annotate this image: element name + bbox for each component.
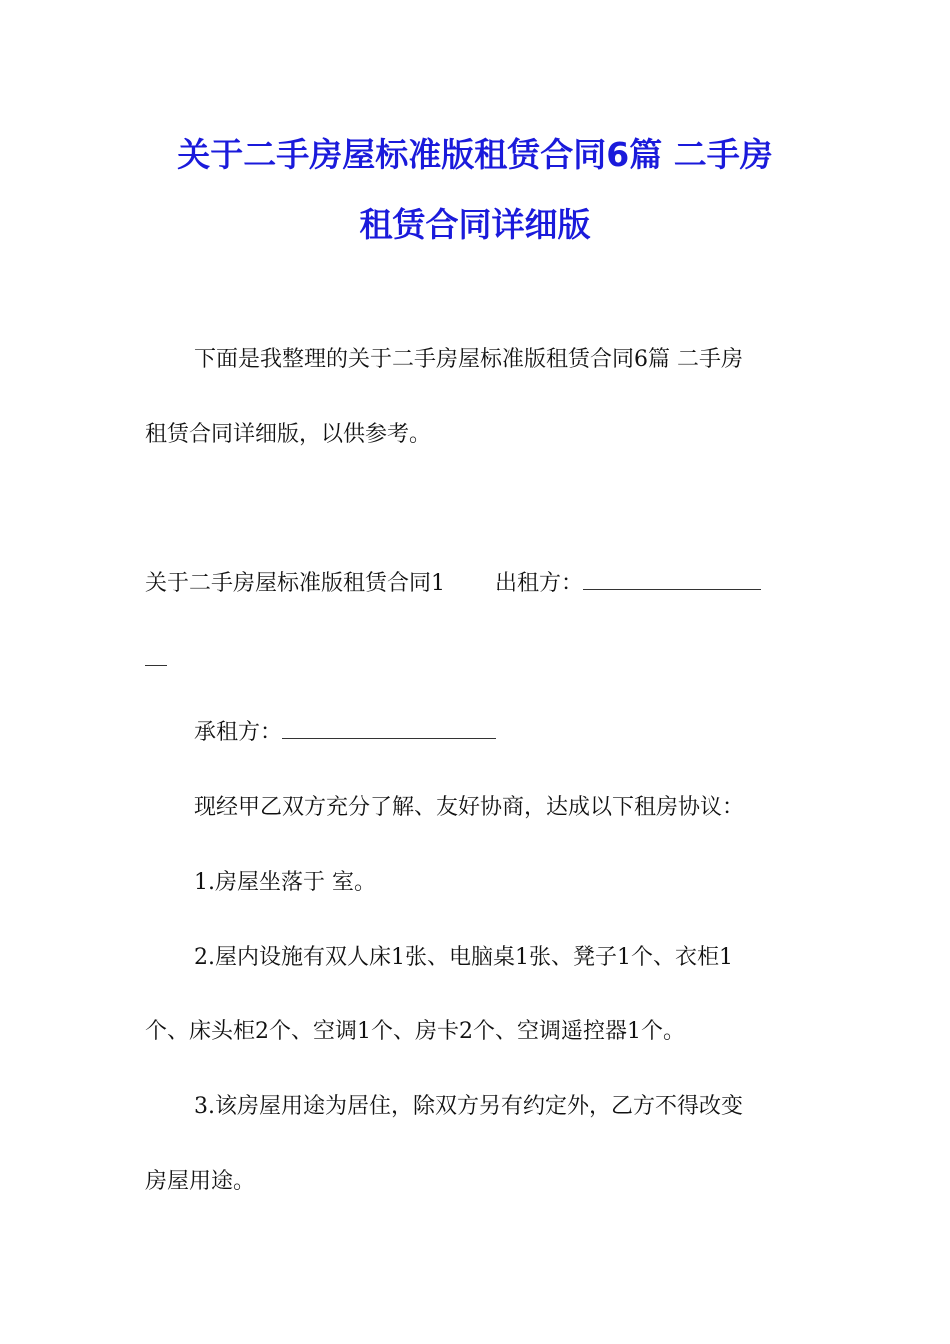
intro-line-2: 租赁合同详细版，以供参考。 (145, 422, 432, 447)
lessor-blank (583, 569, 761, 590)
clause-2-line-2: 个、床头柜2个、空调1个、房卡2个、空调遥控器1个。 (145, 1019, 685, 1044)
clause-3-line-2: 房屋用途。 (145, 1169, 256, 1194)
tenant-row (194, 718, 496, 748)
lessor-label: 出租方： (495, 571, 584, 596)
document-title-line-2: 租赁合同详细版 (359, 205, 591, 244)
lessor-blank-continuation (145, 645, 167, 675)
clause-2-line-1: 2.屋内设施有双人床1张、电脑桌1张、凳子1个、衣柜1 (194, 945, 733, 970)
lessor-blank-tail (145, 645, 167, 666)
tenant-blank (282, 718, 496, 739)
intro-line-1: 下面是我整理的关于二手房屋标准版租赁合同6篇 二手房 (194, 347, 743, 372)
clause-3-line-1: 3.该房屋用途为居住，除双方另有约定外，乙方不得改变 (194, 1094, 743, 1119)
document-title-line-1: 关于二手房屋标准版租赁合同6篇 二手房 (177, 135, 773, 174)
contract-heading: 关于二手房屋标准版租赁合同1 (145, 571, 445, 596)
tenant-label: 承租方： (194, 720, 283, 745)
agreement-statement: 现经甲乙双方充分了解、友好协商，达成以下租房协议： (194, 795, 745, 820)
clause-1: 1.房屋坐落于 室。 (194, 870, 376, 895)
contract-heading-row (145, 569, 761, 599)
